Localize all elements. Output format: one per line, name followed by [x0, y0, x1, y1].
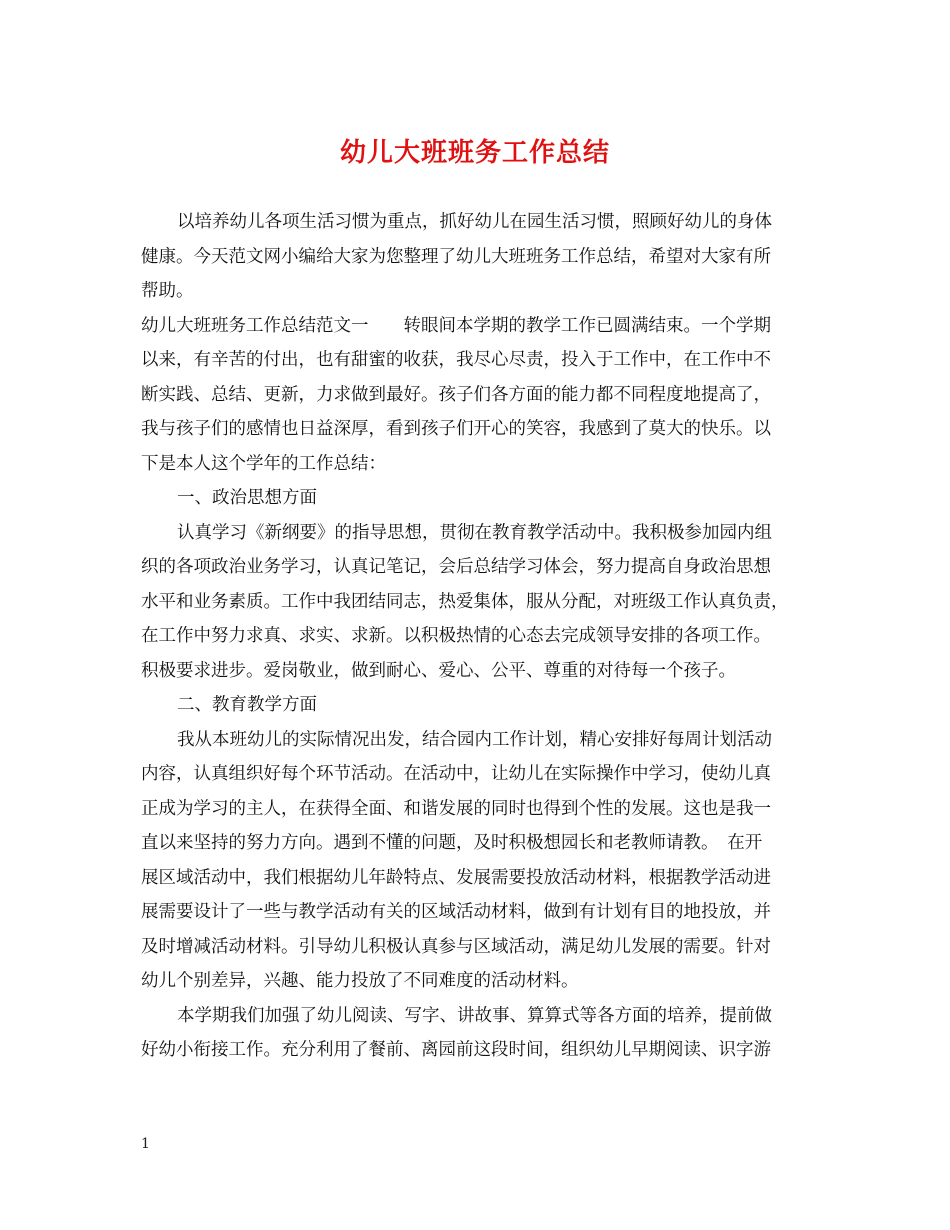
body-line: 幼儿大班班务工作总结范文一 转眼间本学期的教学工作已圆满结束。一个学期: [141, 315, 771, 336]
body-line: 在工作中努力求真、求实、求新。以积极热情的心态去完成领导安排的各项工作。: [141, 626, 771, 646]
body-line: 直以来坚持的努力方向。遇到不懂的问题，及时积极想园长和老教师请教。 在开: [141, 833, 763, 853]
body-line: 二、教育教学方面: [177, 695, 317, 715]
body-line: 一、政治思想方面: [177, 488, 317, 508]
body-line: 水平和业务素质。工作中我团结同志，热爱集体，服从分配，对班级工作认真负责，: [141, 591, 789, 612]
body-line: 展需要设计了一些与教学活动有关的区域活动材料，做到有计划有目的地投放，并: [141, 902, 771, 922]
document-title: 幼儿大班班务工作总结: [339, 138, 610, 168]
body-line: 健康。今天范文网小编给大家为您整理了幼儿大班班务工作总结，希望对大家有所: [141, 246, 771, 267]
document-body: [141, 205, 811, 1068]
body-line: 积极要求进步。爱岗敬业，做到耐心、爱心、公平、尊重的对待每一个孩子。: [141, 660, 736, 681]
body-line: 好幼小衔接工作。充分利用了餐前、离园前这段时间，组织幼儿早期阅读、识字游: [141, 1040, 771, 1060]
body-line: 幼儿个别差异，兴趣、能力投放了不同难度的活动材料。: [141, 971, 579, 991]
body-line: 我从本班幼儿的实际情况出发，结合园内工作计划，精心安排好每周计划活动: [177, 729, 772, 750]
body-line: 展区域活动中，我们根据幼儿年龄特点、发展需要投放活动材料，根据教学活动进: [141, 867, 771, 888]
page-number: 1: [141, 1136, 150, 1152]
body-line: 织的各项政治业务学习，认真记笔记，会后总结学习体会，努力提高自身政治思想: [141, 557, 771, 577]
body-line: 以来，有辛苦的付出，也有甜蜜的收获，我尽心尽责，投入于工作中，在工作中不: [141, 350, 771, 370]
body-line: 正成为学习的主人，在获得全面、和谐发展的同时也得到个性的发展。这也是我一: [141, 798, 771, 819]
body-line: 内容，认真组织好每个环节活动。在活动中，让幼儿在实际操作中学习，使幼儿真: [141, 764, 771, 784]
body-line: 本学期我们加强了幼儿阅读、写字、讲故事、算算式等各方面的培养，提前做: [177, 1005, 772, 1026]
body-line: 以培养幼儿各项生活习惯为重点，抓好幼儿在园生活习惯，照顾好幼儿的身体: [177, 212, 772, 232]
body-line: 帮助。: [141, 281, 194, 301]
body-line: 我与孩子们的感情也日益深厚，看到孩子们开心的笑容，我感到了莫大的快乐。以: [141, 419, 771, 439]
body-line: 下是本人这个学年的工作总结：: [141, 453, 386, 474]
body-line: 认真学习《新纲要》的指导思想，贯彻在教育教学活动中。我积极参加园内组: [177, 522, 772, 543]
body-line: 断实践、总结、更新，力求做到最好。孩子们各方面的能力都不同程度地提高了，: [141, 384, 771, 405]
body-line: 及时增减活动材料。引导幼儿积极认真参与区域活动，满足幼儿发展的需要。针对: [141, 936, 771, 957]
